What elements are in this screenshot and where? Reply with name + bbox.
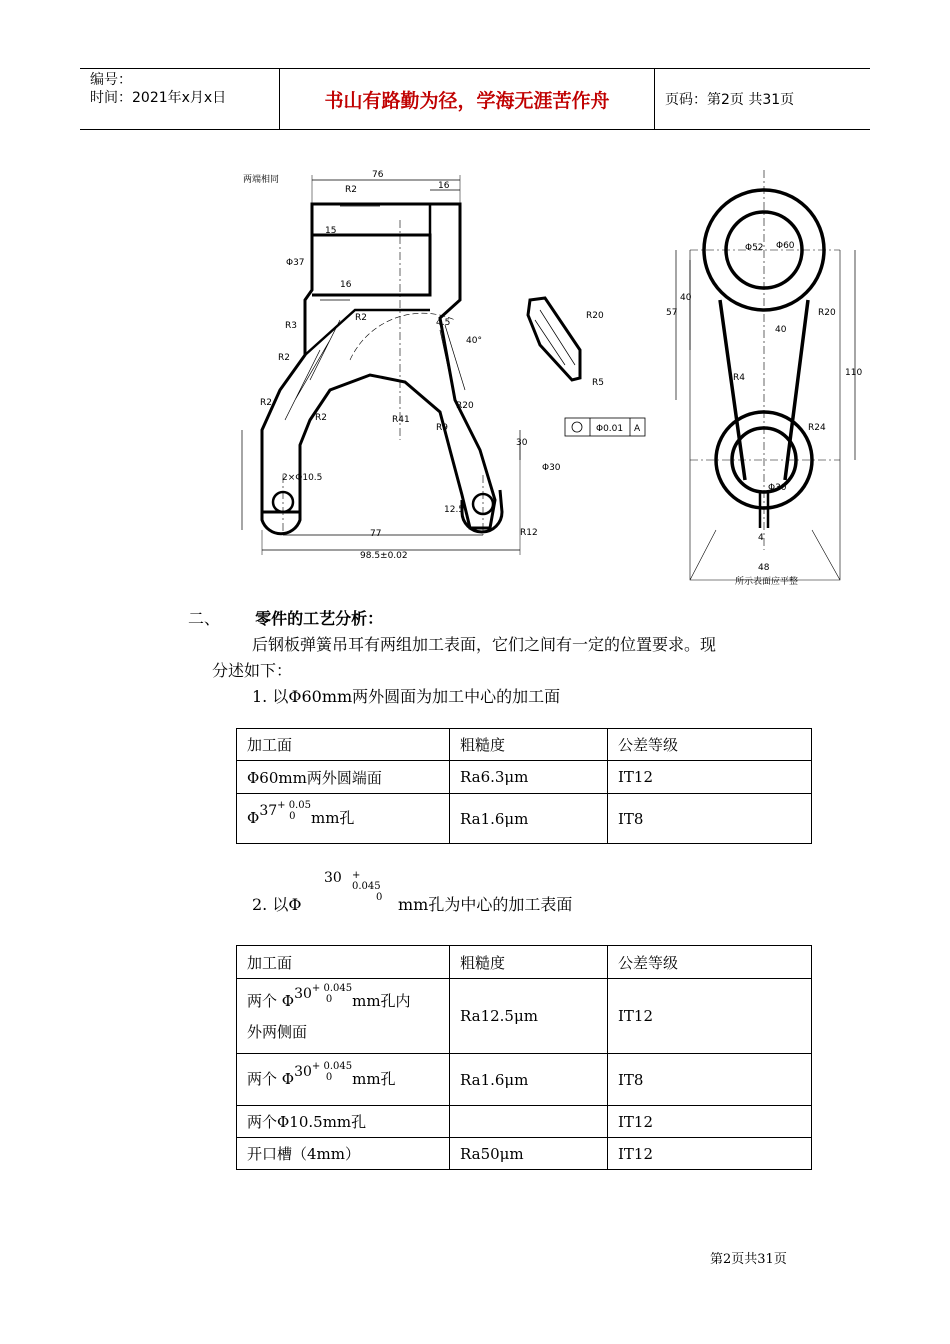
tol-upper: + 0.05 <box>277 800 311 811</box>
page-header <box>80 68 870 130</box>
dim-label: 4.5 <box>436 318 451 328</box>
dim-label: 57 <box>666 308 678 318</box>
header-cell: 粗糙度 <box>450 946 608 979</box>
table-cell <box>237 979 450 1054</box>
dim-label: R24 <box>808 423 826 433</box>
dim-label: 76 <box>372 170 384 180</box>
table-header-row <box>237 729 812 761</box>
table-2 <box>236 945 812 1170</box>
table-row <box>237 761 812 794</box>
item-1: 1. 以Φ60mm两外圆面为加工中心的加工面 <box>252 687 561 706</box>
dim-label: 98.5±0.02 <box>360 551 408 561</box>
cell-suffix: mm孔内 <box>352 991 411 1010</box>
header-meta <box>80 69 280 129</box>
dim-label: 110 <box>845 368 863 378</box>
item-2 <box>252 870 573 915</box>
header-cell: 加工面 <box>237 729 450 761</box>
item-2-suffix: mm孔为中心的加工表面 <box>398 895 573 914</box>
dim-label: R2 <box>315 413 327 423</box>
table-header-row <box>237 946 812 979</box>
drawing-note: 所示表面应平整 <box>735 577 799 587</box>
page-footer: 第2页共31页 <box>710 1252 787 1267</box>
tol-lower: 0 <box>325 1072 333 1083</box>
dim-label: Φ30 <box>768 483 787 493</box>
dim-label: 2×Φ10.5 <box>282 473 323 483</box>
dim-label: R20 <box>818 308 836 318</box>
tol-upper: + 0.045 <box>311 982 353 994</box>
header-cell: 加工面 <box>237 946 450 979</box>
table-cell <box>237 1054 450 1106</box>
table-cell: IT8 <box>608 1054 812 1106</box>
dim-label: R2 <box>278 353 290 363</box>
table-row <box>237 794 812 844</box>
table-cell: Ra50μm <box>450 1138 608 1170</box>
item-2-prefix: 2. 以Φ <box>252 895 302 914</box>
dim-label: R3 <box>285 321 297 331</box>
part-drawing <box>0 150 950 600</box>
dim-label: R20 <box>456 401 474 411</box>
number-label: 编号： <box>90 72 132 88</box>
dim-label: 4 <box>758 533 764 543</box>
table-cell: Ra1.6μm <box>450 794 608 844</box>
table-cell <box>237 794 450 844</box>
dim-label: 40° <box>466 336 482 346</box>
dim-label: 12.5 <box>444 505 465 515</box>
table-cell: IT8 <box>608 794 812 844</box>
cell-suffix: mm孔 <box>310 809 355 827</box>
paragraph-line-2: 分述如下： <box>212 661 293 680</box>
dim-label: R2 <box>260 398 272 408</box>
header-cell: 公差等级 <box>608 946 812 979</box>
tol-lower: 0 <box>325 993 333 1005</box>
tolerance <box>277 800 311 822</box>
table-cell: IT12 <box>608 761 812 794</box>
cell-suffix-2: 外两侧面 <box>247 1022 308 1041</box>
section-title: 零件的工艺分析： <box>255 609 384 628</box>
dim-label: R5 <box>592 378 604 388</box>
dim-label: A <box>634 424 641 434</box>
side-view <box>242 175 645 555</box>
drawing-note: 两端相同 <box>243 175 280 185</box>
dim-label: Φ52 <box>745 243 764 253</box>
table-cell: Φ60mm两外圆端面 <box>237 761 450 794</box>
table-cell: IT12 <box>608 1138 812 1170</box>
table-cell: Ra12.5μm <box>450 979 608 1054</box>
header-cell: 粗糙度 <box>450 729 608 761</box>
drawing-labels <box>243 170 862 587</box>
tol-lower: 0 <box>376 892 383 903</box>
dim-label: R12 <box>520 528 538 538</box>
dim-label: R41 <box>392 415 410 425</box>
dim-label: 16 <box>340 280 352 290</box>
table-row <box>237 979 812 1054</box>
section-heading <box>188 606 383 629</box>
tolerance <box>312 983 352 1005</box>
date-label: 时间：2021年x月x日 <box>90 90 227 106</box>
tol-base: 30 <box>324 870 342 886</box>
paragraph-line-1: 后钢板弹簧吊耳有两组加工表面，它们之间有一定的位置要求。现 <box>252 635 717 654</box>
tol-upper: + 0.045 <box>311 1061 353 1072</box>
header-motto: 书山有路勤为径，学海无涯苦作舟 <box>280 69 655 129</box>
table-cell: 两个Φ10.5mm孔 <box>237 1106 450 1138</box>
header-cell: 公差等级 <box>608 729 812 761</box>
table-cell: IT12 <box>608 1106 812 1138</box>
table-cell: 开口槽（4mm） <box>237 1138 450 1170</box>
dim-label: 77 <box>370 529 382 539</box>
table-row <box>237 1054 812 1106</box>
table-cell: Ra6.3μm <box>450 761 608 794</box>
dim-label: 15 <box>325 226 337 236</box>
tolerance <box>352 870 382 903</box>
table-cell: IT12 <box>608 979 812 1054</box>
tol-base: 37 <box>259 803 278 819</box>
tol-lower: 0 <box>289 811 296 822</box>
dim-label: Φ37 <box>286 258 305 268</box>
section-number: 二、 <box>188 609 221 628</box>
dim-label: R9 <box>436 423 448 433</box>
cell-prefix: 两个 Φ <box>247 1070 295 1088</box>
table-row <box>237 1138 812 1170</box>
table-cell <box>450 1106 608 1138</box>
tol-upper: + 0.045 <box>352 870 381 892</box>
dim-label: R4 <box>733 373 745 383</box>
cell-prefix: 两个 Φ <box>247 991 295 1010</box>
dim-label: R2 <box>345 185 357 195</box>
dim-label: R2 <box>355 313 367 323</box>
cell-prefix: Φ <box>247 809 260 827</box>
dim-label: 40 <box>680 293 692 303</box>
table-row <box>237 1106 812 1138</box>
dim-label: Φ30 <box>542 463 561 473</box>
dim-label: Φ0.01 <box>596 424 624 434</box>
cell-suffix: mm孔 <box>352 1070 396 1088</box>
dim-label: 30 <box>516 438 528 448</box>
table-1 <box>236 728 812 844</box>
header-page: 页码：第2页 共31页 <box>665 92 795 108</box>
dim-label: 48 <box>758 563 770 573</box>
dim-label: Φ60 <box>776 241 795 251</box>
table-cell: Ra1.6μm <box>450 1054 608 1106</box>
tolerance <box>312 1061 352 1083</box>
dim-label: 40 <box>775 325 787 335</box>
tol-base: 30 <box>294 985 312 1002</box>
dim-label: 16 <box>438 181 450 191</box>
tol-base: 30 <box>294 1064 312 1080</box>
front-view <box>676 170 855 580</box>
dim-label: R20 <box>586 311 604 321</box>
